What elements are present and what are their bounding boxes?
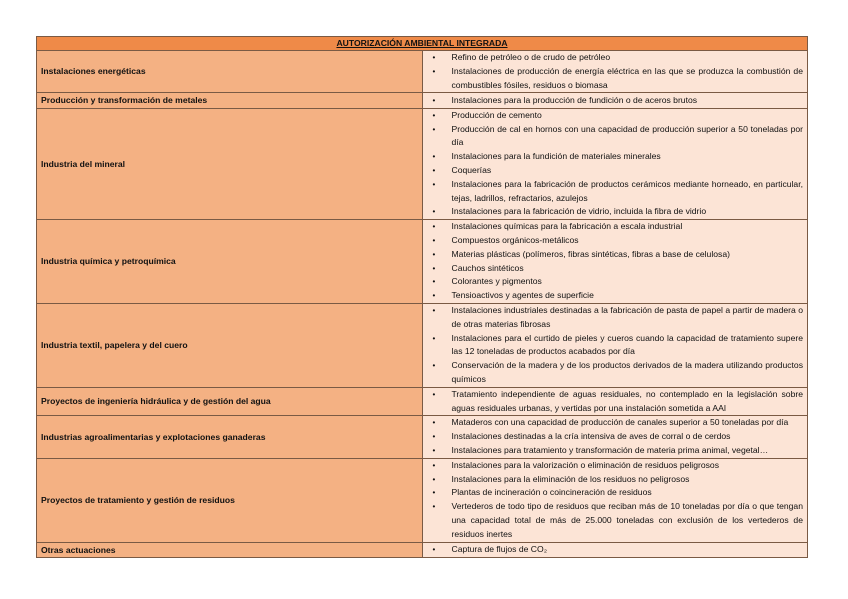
bullet-icon: • (432, 291, 436, 301)
items-cell (422, 108, 808, 219)
title-row (37, 37, 808, 51)
list-item (423, 416, 804, 430)
list-item (423, 234, 804, 248)
list-item-text: Instalaciones para la valorización o eliminación de residuos peligrosos (451, 459, 720, 470)
bullet-icon: • (432, 306, 436, 316)
list-item (423, 164, 804, 178)
list-item (423, 500, 804, 541)
list-item (423, 94, 804, 108)
list-item (423, 359, 804, 387)
list-item-text: Coquerías (451, 165, 492, 176)
list-item-text: Materias plásticas (polímeros, fibras sintéticas, fibras a base de celulosa) (451, 248, 730, 259)
list-item (423, 304, 804, 332)
bullet-list (423, 51, 804, 92)
list-item (423, 123, 804, 151)
list-item-text: Refino de petróleo o de crudo de petróleo (451, 52, 611, 62)
table-row (37, 93, 808, 109)
category-cell: Industria textil, papelera y del cuero (37, 304, 423, 388)
list-item (423, 248, 804, 262)
bullet-icon: • (432, 263, 436, 273)
list-item (423, 205, 804, 219)
bullet-icon: • (432, 488, 436, 498)
list-item-text: Instalaciones para la fabricación de vidrio, incluida la fibra de vidrio (451, 206, 707, 217)
bullet-list (423, 94, 804, 108)
list-item (423, 459, 804, 473)
items-cell (422, 416, 808, 458)
bullet-icon: • (432, 166, 436, 176)
list-item-text: Colorantes y pigmentos (451, 276, 542, 287)
bullet-icon: • (432, 474, 436, 484)
list-item (423, 220, 804, 234)
items-cell (422, 220, 808, 304)
bullet-icon: • (432, 277, 436, 287)
list-item-text: Tratamiento independiente de aguas residuales, no contemplado en la legislación sobre aguas residuales urbanas, y vertidas por una instalación sometida a AAI (451, 388, 803, 413)
bullet-list (423, 543, 804, 557)
items-cell (422, 93, 808, 109)
list-item-text: Producción de cemento (451, 109, 542, 120)
bullet-icon: • (432, 446, 436, 456)
list-item (423, 543, 804, 557)
list-item (423, 332, 804, 360)
list-item (423, 444, 804, 458)
list-item-text: Cauchos sintéticos (451, 262, 524, 273)
list-item-text: Instalaciones industriales destinadas a la fabricación de pasta de papel a partir de madera o de otras materias fibrosas (451, 305, 803, 329)
category-cell: Instalaciones energéticas (37, 51, 423, 93)
list-item-text: Instalaciones para tratamiento y transformación de materia prima animal, vegetal… (451, 445, 769, 456)
table-row (37, 51, 808, 93)
list-item (423, 178, 804, 206)
bullet-list (423, 459, 804, 542)
list-item-text: Captura de flujos de CO₂ (451, 543, 548, 554)
items-cell (422, 51, 808, 93)
list-item-text: Instalaciones químicas para la fabricación a escala industrial (451, 221, 683, 232)
list-item-text: Instalaciones para la fabricación de productos cerámicos mediante horneado, en particular, tejas, ladrillos, refractarios, azulejos (451, 178, 803, 203)
items-cell (422, 304, 808, 388)
list-item-text: Instalaciones para la producción de fundición o de aceros brutos (451, 94, 698, 105)
list-item-text: Producción de cal en hornos con una capacidad de producción superior a 50 toneladas por día (451, 123, 803, 148)
bullet-icon: • (432, 179, 436, 189)
list-item-text: Instalaciones de producción de energía eléctrica en las que se produzca la combustión de combustibles fósiles, residuos o biomasa (451, 65, 803, 90)
category-cell: Industrias agroalimentarias y explotaciones ganaderas (37, 416, 423, 458)
list-item (423, 473, 804, 487)
list-item (423, 430, 804, 444)
list-item (423, 388, 804, 416)
bullet-list (423, 304, 804, 387)
bullet-icon: • (432, 361, 436, 371)
bullet-icon: • (432, 124, 436, 134)
list-item-text: Vertederos de todo tipo de residuos que reciban más de 10 toneladas por día o que tengan una capacidad total de más de 25.000 toneladas con exclusión de los vertederos de residuos inertes (451, 501, 803, 539)
bullet-icon: • (432, 333, 436, 343)
list-item (423, 65, 804, 93)
list-item (423, 486, 804, 500)
list-item-text: Instalaciones para el curtido de pieles y cueros cuando la capacidad de tratamiento supere las 12 toneladas de productos acabados por día (451, 332, 803, 357)
items-cell (422, 387, 808, 416)
table-row (37, 387, 808, 416)
table-row (37, 542, 808, 558)
bullet-icon: • (432, 544, 436, 554)
list-item (423, 275, 804, 289)
category-cell: Proyectos de tratamiento y gestión de residuos (37, 458, 423, 542)
bullet-icon: • (432, 222, 436, 232)
bullet-list (423, 109, 804, 219)
list-item (423, 109, 804, 123)
list-item-text: Tensioactivos y agentes de superficie (451, 290, 594, 301)
bullet-icon: • (432, 236, 436, 246)
bullet-icon: • (432, 95, 436, 105)
bullet-icon: • (432, 432, 436, 442)
bullet-list (423, 220, 804, 303)
bullet-icon: • (432, 53, 436, 62)
list-item-text: Compuestos orgánicos-metálicos (451, 235, 579, 246)
bullet-icon: • (432, 207, 436, 217)
list-item-text: Instalaciones para la eliminación de los residuos no peligrosos (451, 473, 690, 484)
table-row (37, 220, 808, 304)
list-item-text: Mataderos con una capacidad de producción de canales superior a 50 toneladas por día (451, 417, 789, 428)
table-row (37, 108, 808, 219)
bullet-list (423, 416, 804, 457)
bullet-icon: • (432, 249, 436, 259)
aai-table (36, 36, 808, 558)
list-item-text: Instalaciones para la fundición de materiales minerales (451, 151, 661, 162)
bullet-icon: • (432, 389, 436, 399)
list-item-text: Instalaciones destinadas a la cría intensiva de aves de corral o de cerdos (451, 431, 731, 442)
list-item (423, 150, 804, 164)
bullet-icon: • (432, 460, 436, 470)
category-cell: Industria química y petroquímica (37, 220, 423, 304)
list-item-text: Conservación de la madera y de los productos derivados de la madera utilizando productos químicos (451, 360, 803, 385)
list-item (423, 289, 804, 303)
list-item (423, 51, 804, 65)
table-row (37, 458, 808, 542)
category-cell: Producción y transformación de metales (37, 93, 423, 109)
bullet-list (423, 388, 804, 416)
bullet-icon: • (432, 418, 436, 428)
table-row (37, 416, 808, 458)
bullet-icon: • (432, 152, 436, 162)
category-cell: Otras actuaciones (37, 542, 423, 558)
bullet-icon: • (432, 502, 436, 512)
items-cell (422, 458, 808, 542)
bullet-icon: • (432, 66, 436, 76)
items-cell (422, 542, 808, 558)
category-cell: Proyectos de ingeniería hidráulica y de gestión del agua (37, 387, 423, 416)
list-item (423, 262, 804, 276)
table-row (37, 304, 808, 388)
list-item-text: Plantas de incineración o coincineración de residuos (451, 487, 652, 498)
category-cell: Industria del mineral (37, 108, 423, 219)
bullet-icon: • (432, 110, 436, 120)
table-title: AUTORIZACIÓN AMBIENTAL INTEGRADA (37, 37, 808, 51)
